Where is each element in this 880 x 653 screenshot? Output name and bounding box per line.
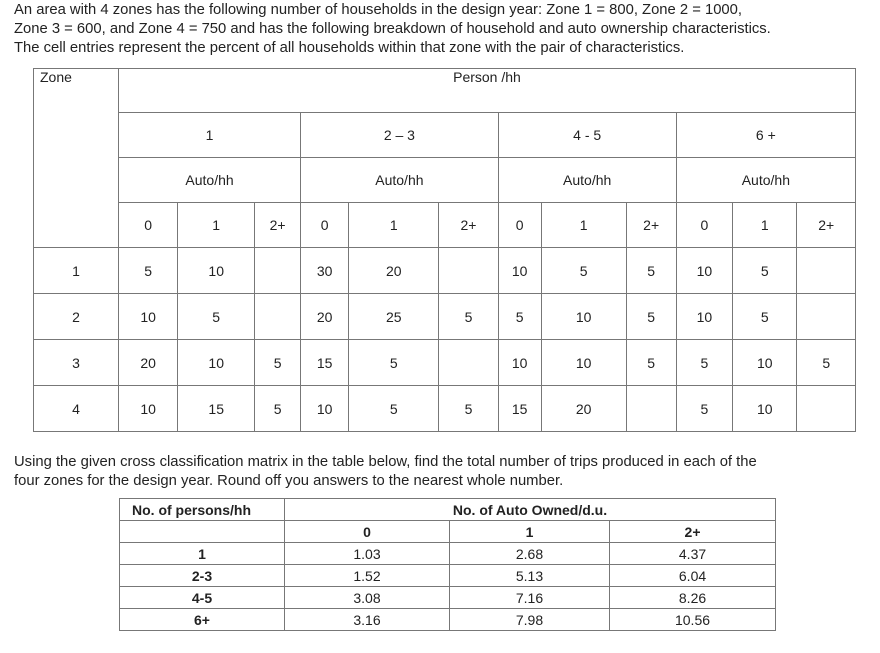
rate-cell: 1.03 — [285, 543, 450, 565]
percent-cell: 5 — [118, 248, 177, 294]
person-group-header: 2 – 3 — [301, 113, 499, 158]
table-row — [34, 294, 856, 340]
percent-cell: 10 — [676, 294, 732, 340]
auto-header: Auto/hh — [301, 158, 499, 203]
zone-label: 3 — [34, 340, 119, 386]
auto-level: 0 — [118, 203, 177, 248]
rate-cell: 3.16 — [285, 609, 450, 631]
persons-label: 6+ — [120, 609, 285, 631]
auto-header: Auto/hh — [118, 158, 300, 203]
percent-cell: 25 — [349, 294, 439, 340]
percent-cell: 10 — [498, 340, 541, 386]
zone-header: Zone — [34, 69, 119, 248]
auto-level: 0 — [301, 203, 349, 248]
percent-cell: 15 — [498, 386, 541, 432]
percent-cell: 20 — [541, 386, 626, 432]
rate-cell: 4.37 — [610, 543, 776, 565]
persons-label: 1 — [120, 543, 285, 565]
person-group-header: 4 - 5 — [498, 113, 676, 158]
percent-cell: 10 — [118, 294, 177, 340]
auto-level: 1 — [178, 203, 255, 248]
percent-cell: 5 — [439, 386, 498, 432]
table-row — [120, 587, 776, 609]
percent-cell: 20 — [118, 340, 177, 386]
percent-cell — [797, 294, 856, 340]
problem-statement — [14, 1, 880, 58]
percent-cell: 20 — [301, 294, 349, 340]
person-header: Person /hh — [118, 69, 855, 113]
percent-cell: 5 — [733, 248, 797, 294]
percent-cell: 5 — [626, 294, 676, 340]
percent-cell: 5 — [439, 294, 498, 340]
percent-cell: 10 — [733, 340, 797, 386]
percent-cell: 5 — [255, 386, 301, 432]
auto-level: 1 — [733, 203, 797, 248]
percent-cell: 5 — [349, 340, 439, 386]
percent-cell: 5 — [255, 340, 301, 386]
table-row — [34, 248, 856, 294]
rate-cell: 10.56 — [610, 609, 776, 631]
percent-cell: 10 — [541, 294, 626, 340]
percent-cell: 5 — [676, 340, 732, 386]
percent-cell: 5 — [626, 340, 676, 386]
rate-cell: 8.26 — [610, 587, 776, 609]
percent-cell — [255, 294, 301, 340]
zone-label: 1 — [34, 248, 119, 294]
autos-header: No. of Auto Owned/d.u. — [285, 499, 776, 521]
percent-cell: 5 — [178, 294, 255, 340]
percent-cell — [255, 248, 301, 294]
rate-cell: 3.08 — [285, 587, 450, 609]
percent-cell: 30 — [301, 248, 349, 294]
percent-cell: 5 — [797, 340, 856, 386]
problem-line: The cell entries represent the percent of all households within that zone with the pair of characteristics. — [14, 40, 685, 56]
auto-header: Auto/hh — [676, 158, 855, 203]
percent-cell: 10 — [733, 386, 797, 432]
percent-cell — [797, 386, 856, 432]
empty-cell — [120, 521, 285, 543]
table-row — [34, 386, 856, 432]
percent-cell: 10 — [178, 340, 255, 386]
percent-cell — [797, 248, 856, 294]
rate-cell: 1.52 — [285, 565, 450, 587]
trip-rate-table — [119, 498, 776, 631]
zone-label: 4 — [34, 386, 119, 432]
person-group-header: 6 + — [676, 113, 855, 158]
percent-cell — [439, 248, 498, 294]
auto-level: 2+ — [797, 203, 856, 248]
problem-line: Zone 3 = 600, and Zone 4 = 750 and has the following breakdown of household and auto ownership characteristics. — [14, 21, 771, 37]
percent-cell: 10 — [676, 248, 732, 294]
percent-cell: 5 — [676, 386, 732, 432]
household-breakdown-table — [33, 68, 856, 432]
auto-level: 2+ — [610, 521, 776, 543]
persons-header: No. of persons/hh — [120, 499, 285, 521]
percent-cell: 5 — [733, 294, 797, 340]
percent-cell: 5 — [541, 248, 626, 294]
problem-line: An area with 4 zones has the following number of households in the design year: Zone 1 = 800, Zone 2 = 1000, — [14, 2, 742, 18]
auto-level: 1 — [349, 203, 439, 248]
percent-cell — [439, 340, 498, 386]
zone-label: 2 — [34, 294, 119, 340]
auto-level: 2+ — [626, 203, 676, 248]
percent-cell: 15 — [178, 386, 255, 432]
rate-cell: 7.98 — [450, 609, 610, 631]
question-line: four zones for the design year. Round off you answers to the nearest whole number. — [14, 473, 564, 489]
rate-cell: 5.13 — [450, 565, 610, 587]
auto-level: 1 — [541, 203, 626, 248]
percent-cell: 10 — [178, 248, 255, 294]
auto-level: 2+ — [439, 203, 498, 248]
question-statement — [14, 453, 880, 491]
percent-cell — [626, 386, 676, 432]
table-row — [120, 565, 776, 587]
person-group-header: 1 — [118, 113, 300, 158]
table-row — [120, 543, 776, 565]
auto-level: 2+ — [255, 203, 301, 248]
auto-level: 0 — [676, 203, 732, 248]
question-line: Using the given cross classification matrix in the table below, find the total number of trips produced in each of the — [14, 454, 757, 470]
percent-cell: 20 — [349, 248, 439, 294]
rate-cell: 2.68 — [450, 543, 610, 565]
table-row — [120, 609, 776, 631]
percent-cell: 10 — [301, 386, 349, 432]
auto-level: 0 — [498, 203, 541, 248]
percent-cell: 5 — [498, 294, 541, 340]
percent-cell: 10 — [118, 386, 177, 432]
percent-cell: 15 — [301, 340, 349, 386]
percent-cell: 10 — [541, 340, 626, 386]
percent-cell: 5 — [349, 386, 439, 432]
auto-level: 1 — [450, 521, 610, 543]
rate-cell: 6.04 — [610, 565, 776, 587]
persons-label: 4-5 — [120, 587, 285, 609]
percent-cell: 10 — [498, 248, 541, 294]
persons-label: 2-3 — [120, 565, 285, 587]
auto-level: 0 — [285, 521, 450, 543]
auto-header: Auto/hh — [498, 158, 676, 203]
rate-cell: 7.16 — [450, 587, 610, 609]
percent-cell: 5 — [626, 248, 676, 294]
table-row — [34, 340, 856, 386]
